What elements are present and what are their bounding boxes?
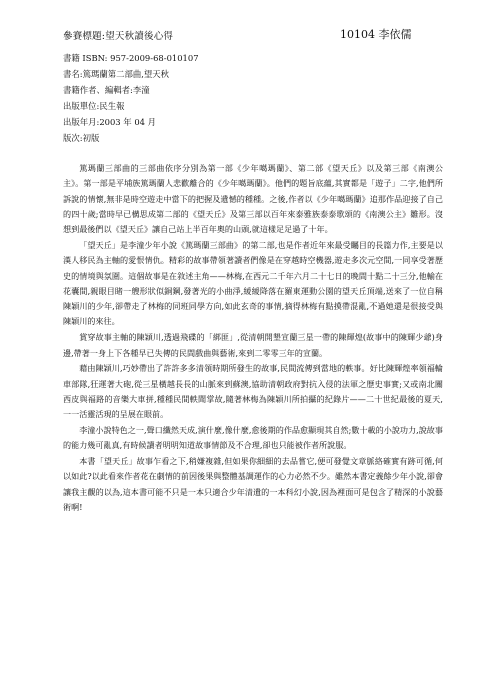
publisher-line: 出版單位:民生報	[63, 101, 125, 112]
paragraph: 賞穿故事主軸的陳穎川,透過飛碟的「綁匪」,從清朝開墾宣蘭三星一帶的陳輝煌(故事中的陳輝少爺)身邊,帶著一身上下各種早已失傳的民間戲曲與藝術,來到二零零三年的宣蘭。	[63, 332, 443, 358]
edition-line: 版次:初版	[63, 133, 100, 144]
paragraph: 藉由陳穎川,巧妙帶出了許許多多清領時期所發生的故事,民間流傳到當地的軼事。好比陳輝煌率領福輪車部隊,狂運著大砲,從三星橫越長長的山脈來到蘇澳,協助清朝政府對抗入侵的法軍之歷史事實;又或南北關西皮與福路的音樂大車拼,種種民間軼聞掌故,隨著林梅為陳穎川所拍攝的紀錄片——二十世紀最後的夏天,一一活靈活現的呈展在眼前。	[63, 363, 443, 420]
paragraph: 李潼小說特色之一,聲口纖然天成,演什麼,像什麼,愈後期的作品愈顯現其自然;數十載的小說功力,說故事的能力幾可亂真,有時候讀者明明知道故事情節及不合理,卻也只能被作者所說服。	[63, 425, 443, 451]
date-line: 出版年月:2003 年 04 月	[63, 117, 157, 128]
essay-body	[63, 161, 443, 515]
paragraph: 篤瑪蘭三部曲的三部曲依序分別為第一部《少年噶瑪蘭》、第二部《望天丘》以及第三部《南澳公主》。第一部是平埔族篤瑪蘭人悲歡離合的《少年噶瑪蘭》。他們的題旨底蘊,其實都是「遊子」二字,他們所訴說的情懷,無非是時空遊走中當下的把握及遺憾的種種。之後,作者以《少年噶瑪蘭》追那作品迎接了自己的四十歲;當時早已構思成第二部的《望天丘》及第三部以百年來泰雅族泰泰歌頌的《南澳公主》雛形。沒想到最後們以《望天丘》讓自己站上半百年奧的山頭,就這樣足足過了十年。	[63, 163, 443, 235]
isbn-line: 書籍 ISBN: 957-2009-68-010107	[63, 53, 199, 63]
competition-title: 參賽標題:望天秋讀後心得	[63, 31, 174, 42]
paragraph: 「望天丘」是李潼少年小說《篤瑪蘭三部曲》的第二部,也是作者近年來最受矚目的長篇力作,主要是以漢人移民為主軸的愛恨情仇。精彩的故事帶領著讀者們像是在穿越時空機器,遊走多次元空間,一同享受著歷史的情境與氛圍。這個故事是在敘述主角——林梅,在西元二千年六月二十七日的晚間十點二十三分,他輸在花囊間,親眼目睹一艘形狀似銅鋼,發著光的小曲淨,緩緩降落在羅東運動公園的望天丘頂端,送來了一位自稱陳穎川的少年,卻帶走了林梅的同班同學方向,如此玄奇的事情,摘得林梅有點摸帶混亂,不過她還是很接受與陳穎川的來往。	[63, 239, 443, 327]
author-id: 10104 李依儒	[340, 28, 412, 41]
author-line: 書籍作者、編輯者:李潼	[63, 85, 150, 96]
document-header	[63, 28, 454, 42]
title-line: 書名:篤瑪蘭第二部曲,望天秋	[63, 69, 169, 80]
paragraph: 本書「望天丘」故事乍看之下,稍嫌複雜,但如果你細細的去品嘗它,便可發覺文章脈絡確實有跡可循,何以如此?以此看來作者花在劇情的前因後果與整體基調運作的心力必然不少。雖然本書定義餘少年小說,卻會讓我主觀的以為,這本書可能不只是一本只適合少年清遺的一本科幻小說,因為裡面可是包含了精深的小說藝術啊!	[63, 456, 443, 513]
book-info	[63, 50, 443, 147]
